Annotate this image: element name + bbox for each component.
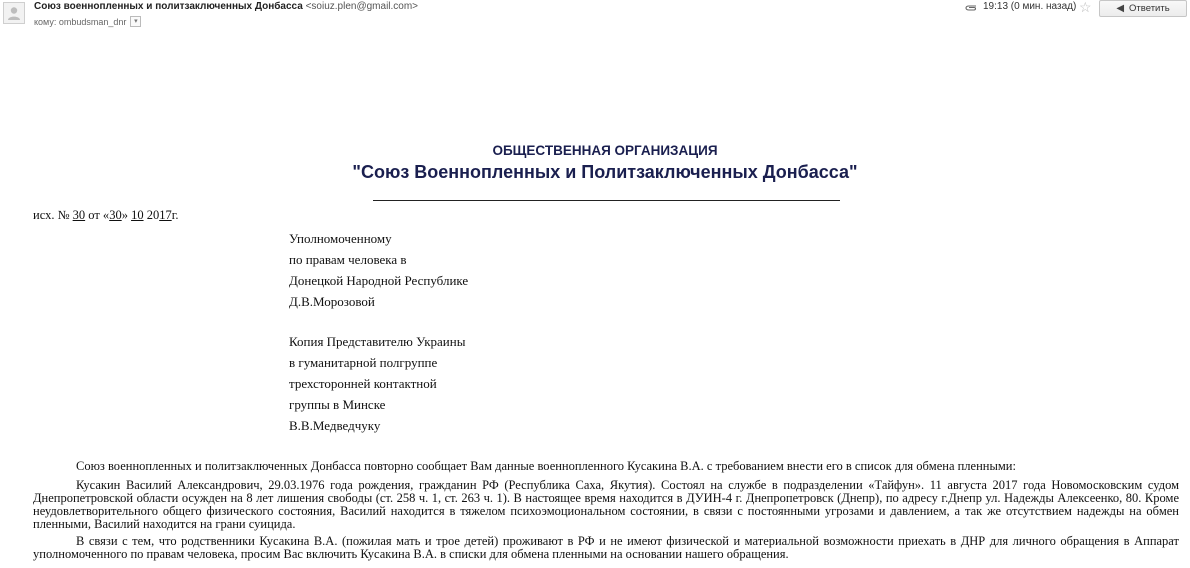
recipient-name: ombudsman_dnr bbox=[58, 16, 127, 27]
ref-from: от « bbox=[88, 208, 110, 222]
reply-arrow-icon: ◀ bbox=[1116, 3, 1125, 14]
message-time: 19:13 (0 мин. назад) bbox=[983, 1, 1077, 12]
copy-to-line: трехсторонней контактной bbox=[289, 376, 437, 391]
ref-month: 10 bbox=[131, 208, 144, 222]
copy-to-line: в гуманитарной полгруппе bbox=[289, 355, 438, 370]
ref-number: 30 bbox=[72, 208, 86, 222]
copy-to-block bbox=[289, 331, 465, 436]
request-paragraph bbox=[33, 535, 1179, 561]
intro-paragraph: Союз военнопленных и политзаключенных Донбасса повторно сообщает Вам данные военнопленного Кусакина В.А. с требованием внести его в список для обмена пленными: bbox=[76, 459, 1016, 473]
sender-email: <soiuz.plen@gmail.com> bbox=[305, 1, 419, 12]
copy-to-line: В.В.Медведчуку bbox=[289, 418, 381, 433]
copy-to-line: группы в Минске bbox=[289, 397, 386, 412]
ref-close: » bbox=[121, 208, 128, 222]
header-divider bbox=[373, 200, 840, 201]
addressee-block bbox=[289, 228, 468, 312]
ref-day: 30 bbox=[109, 208, 122, 222]
ref-year: 17 bbox=[159, 208, 172, 222]
recipient-details-dropdown-icon[interactable]: ▾ bbox=[130, 16, 141, 27]
sender-name[interactable]: Союз военнопленных и политзаключенных Донбасса bbox=[34, 1, 303, 12]
ref-suffix: г. bbox=[171, 208, 179, 222]
org-type: ОБЩЕСТВЕННАЯ ОРГАНИЗАЦИЯ bbox=[492, 143, 718, 158]
addressee-line: Уполномоченному bbox=[289, 231, 392, 246]
star-icon[interactable]: ☆ bbox=[1079, 0, 1092, 15]
prisoner-details-text: Кусакин Василий Александрович, 29.03.1976 года рождения, гражданин РФ (Республика Саха, Якутия). Состоял на службе в подразделении «Тайфун». 11 августа 2017 года Новомосковским судом Днепропетровской области осужден на 8 лет лишения свободы (ст. 258 ч. 1, ст. 263 ч. 1). В настоящее время находится в ДУИН-4 г. Днепропетровск (Днепр), по адресу г.Днепр ул. Надежды Алексеенко, 80. Кроме неудовлетворительного общего физического состояния, Василий находится в тяжелом психоэмоциональном состоянии, в связи с постоянными угрозами и давлением, а так же отсутствием надежды на обмен пленными, Василий находится на грани суицида. bbox=[33, 478, 1179, 531]
outgoing-reference bbox=[33, 208, 179, 223]
copy-to-line: Копия Представителю Украины bbox=[289, 334, 466, 349]
reply-label: Ответить bbox=[1129, 3, 1170, 14]
request-text: В связи с тем, что родственники Кусакина В.А. (пожилая мать и трое детей) проживают в РФ и не имеют физической и материальной возможности приехать в ДНР для личного обращения в Аппарат уполномоченного по правам человека, просим Вас включить Кусакина В.А. в списки для обмена пленными на основании нашего обращения. bbox=[33, 534, 1179, 561]
addressee-line: по правам человека в bbox=[289, 252, 407, 267]
ref-year-prefix: 20 bbox=[146, 208, 160, 222]
prisoner-details-paragraph bbox=[33, 479, 1179, 531]
to-label: кому: bbox=[34, 16, 57, 27]
addressee-line: Д.В.Морозовой bbox=[289, 294, 375, 309]
addressee-line: Донецкой Народной Республике bbox=[289, 273, 469, 288]
org-name: "Союз Военнопленных и Политзаключенных Донбасса" bbox=[352, 162, 858, 182]
ref-prefix: исх. № bbox=[33, 208, 70, 222]
